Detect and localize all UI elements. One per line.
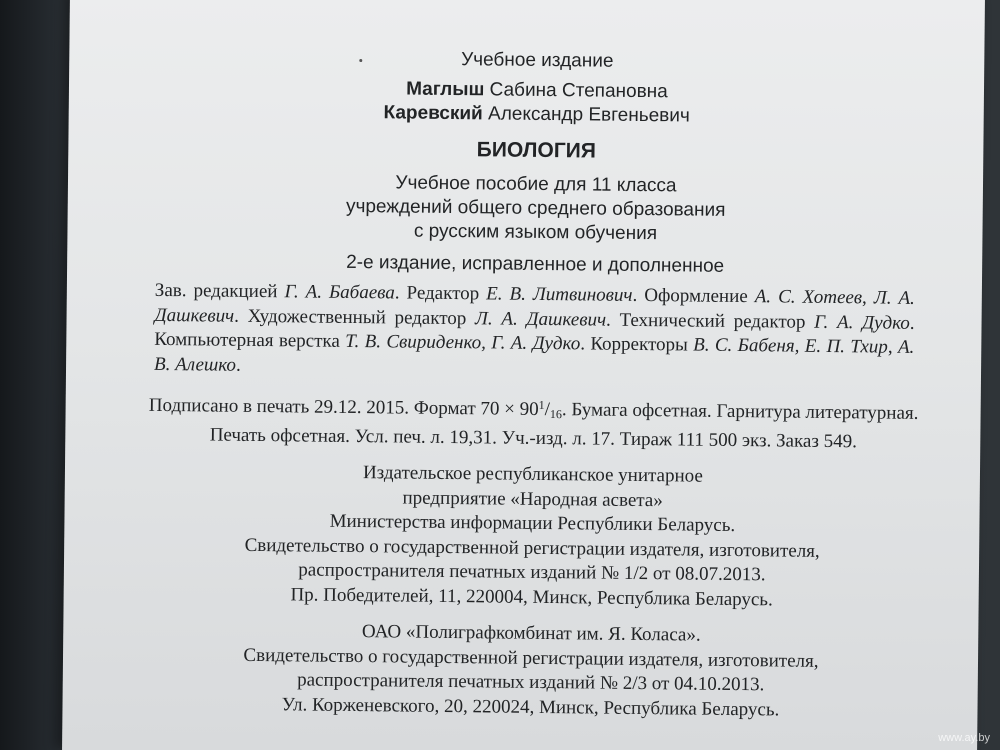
publisher-line-2: предприятие «Народная асвета» bbox=[402, 487, 663, 511]
credit-editor-label: Редактор bbox=[406, 282, 480, 305]
publisher-line-4: Свидетельство о государственной регистрации издателя, изготовителя, bbox=[244, 534, 820, 562]
credits-paragraph: Зав. редакцией Г. А. Бабаева. Редактор Е. В. Литвинович. Оформление А. С. Хотеев, Л. А. Дашкевич. Художественный редактор Л. А. Дашкевич. Технический редактор Г. А. Дудко. Компьютерная верстка Т. В. Свириденко, Г. А. Дудко. Корректоры В. С. Бабеня, Е. П. Тхир, А. В. Алешко. bbox=[153, 279, 915, 376]
printer-block bbox=[140, 618, 921, 724]
print-signed-suffix: . Бумага офсетная. Гарнитура литературная. bbox=[561, 399, 919, 424]
credit-tech-name: Г. А. Дудко bbox=[814, 311, 910, 334]
edition-note: 2-е издание, исправленное и дополненное bbox=[346, 251, 725, 277]
publisher-block bbox=[142, 459, 923, 614]
author-1-name: Сабина Степановна bbox=[489, 79, 668, 103]
credit-proof-names-2: А. В. Алешко bbox=[153, 336, 915, 376]
publisher-line-5: распространителя печатных изданий № 1/2 от 08.07.2013. bbox=[298, 559, 766, 586]
book-page bbox=[62, 0, 985, 750]
publisher-line-6: Пр. Победителей, 11, 220004, Минск, Республика Беларусь. bbox=[290, 583, 773, 610]
credit-art-name: Л. А. Дашкевич bbox=[474, 307, 607, 331]
edition-type: Учебное издание bbox=[461, 49, 614, 72]
book-subtitle bbox=[145, 169, 926, 249]
credit-proof-names: В. С. Бабеня, Е. П. Тхир bbox=[693, 334, 888, 358]
author-2-name: Александр Евгеньевич bbox=[487, 103, 690, 127]
author-2-surname: Каревский bbox=[383, 102, 483, 125]
print-info-line-1: Подписано в печать 29.12. 2015. Формат $70 \times 90^1/_{16}$. Бумага офсетная. Гарнитура литературная. bbox=[148, 394, 919, 424]
print-signed-prefix: Подписано в печать 29.12. 2015. Формат 70 × 90 bbox=[148, 394, 539, 420]
subtitle-line-2: учреждений общего среднего образования bbox=[345, 195, 726, 221]
credit-head-label: Зав. редакцией bbox=[154, 279, 278, 303]
credit-layout-label: Компьютерная верстка bbox=[154, 328, 340, 352]
print-info-line-2: Печать офсетная. Усл. печ. л. 19,31. Уч.-изд. л. 17. Тираж 111 500 экз. Заказ 549. bbox=[209, 423, 858, 452]
printer-line-1: ОАО «Полиграфкомбинат им. Я. Коласа». bbox=[361, 621, 701, 646]
credit-design-name: А. С. Хотеев bbox=[754, 286, 863, 309]
credit-design-name-2: Л. А. Дашкевич bbox=[154, 287, 915, 327]
print-info bbox=[143, 389, 924, 455]
imprint-block bbox=[140, 45, 927, 724]
printer-line-2: Свидетельство о государственной регистрации издателя, изготовителя, bbox=[243, 644, 819, 672]
printer-line-3: распространителя печатных изданий № 2/3 от 04.10.2013. bbox=[297, 669, 765, 696]
publisher-line-3: Министерства информации Республики Беларусь. bbox=[329, 510, 736, 536]
book-title: БИОЛОГИЯ bbox=[476, 138, 597, 163]
format-denominator: 16 bbox=[549, 407, 562, 422]
credit-proof-label: Корректоры bbox=[590, 333, 688, 356]
printer-line-4: Ул. Корженевского, 20, 220024, Минск, Республика Беларусь. bbox=[281, 693, 780, 720]
subtitle-line-3: с русским языком обучения bbox=[413, 220, 658, 245]
credit-design-label: Оформление bbox=[644, 285, 748, 308]
site-watermark: www.ay.by bbox=[938, 732, 990, 744]
credit-head-name: Г. А. Бабаева bbox=[284, 281, 395, 304]
credit-art-label: Художественный редактор bbox=[247, 305, 467, 329]
credit-layout-names: Т. В. Свириденко, Г. А. Дудко bbox=[345, 330, 581, 355]
publisher-line-1: Издательское республиканское унитарное bbox=[362, 462, 703, 487]
credit-editor-name: Е. В. Литвинович bbox=[486, 283, 633, 306]
format-numerator: 1 bbox=[538, 397, 545, 412]
subtitle-line-1: Учебное пособие для 11 класса bbox=[395, 172, 677, 197]
author-1-surname: Маглыш bbox=[406, 78, 485, 101]
credit-tech-label: Технический редактор bbox=[619, 309, 806, 333]
